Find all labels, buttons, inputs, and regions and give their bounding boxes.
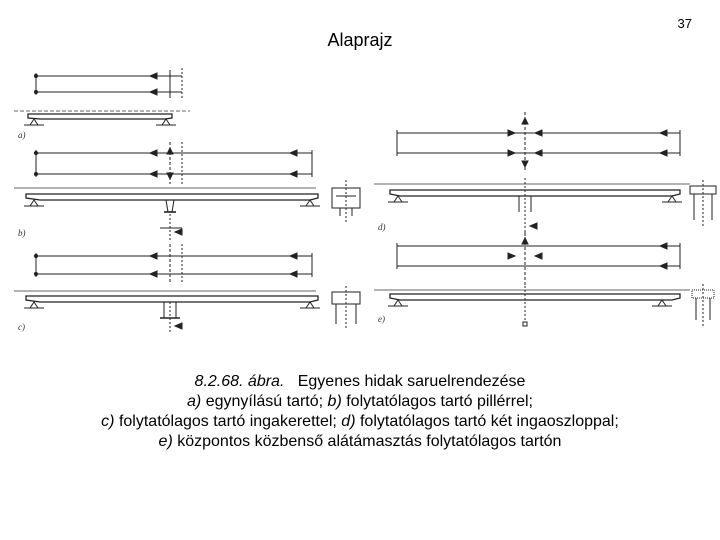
- caption-run: központos közbenső alátámasztás folytatólagos tartón: [172, 433, 562, 450]
- panel-c-plan: [34, 244, 312, 284]
- caption-run: a): [187, 393, 202, 410]
- caption-line-2: [0, 392, 720, 412]
- caption-run: e): [158, 433, 173, 450]
- panel-label-b: b): [18, 228, 26, 238]
- caption-figure-title: Egyenes hidak saruelrendezése: [297, 373, 526, 390]
- panel-d-plan: [397, 112, 680, 172]
- caption-run: folytatólagos tartó ingakerettel;: [114, 413, 342, 430]
- caption-line-4: [0, 432, 720, 452]
- panel-label-c: c): [18, 322, 25, 332]
- panel-c-elevation: [14, 286, 360, 334]
- panel-e-elevation: [374, 284, 714, 326]
- caption-run: egynyílású tartó;: [201, 393, 328, 410]
- panel-b-plan: [34, 142, 312, 184]
- panel-b-elevation: [14, 180, 360, 240]
- panel-label-a: a): [18, 130, 26, 140]
- caption-line-1: [0, 372, 720, 392]
- figure-caption: [0, 372, 720, 452]
- panel-label-e: e): [378, 314, 385, 324]
- page-number: 37: [677, 16, 692, 31]
- caption-run: c): [101, 413, 115, 430]
- panel-a-elevation: [14, 111, 190, 125]
- caption-run: folytatólagos tartó két ingaoszloppal;: [355, 413, 619, 430]
- caption-run: b): [327, 393, 342, 410]
- caption-line-3: [0, 412, 720, 432]
- caption-run: folytatólagos tartó pillérrel;: [341, 393, 533, 410]
- panel-label-d: d): [378, 222, 386, 232]
- panel-d-elevation: [374, 178, 716, 236]
- caption-run: d): [341, 413, 356, 430]
- caption-figure-number: 8.2.68. ábra.: [194, 373, 285, 390]
- panel-e-plan: [397, 232, 680, 286]
- panel-a-plan: [34, 68, 182, 98]
- page-title: Alaprajz: [327, 30, 393, 50]
